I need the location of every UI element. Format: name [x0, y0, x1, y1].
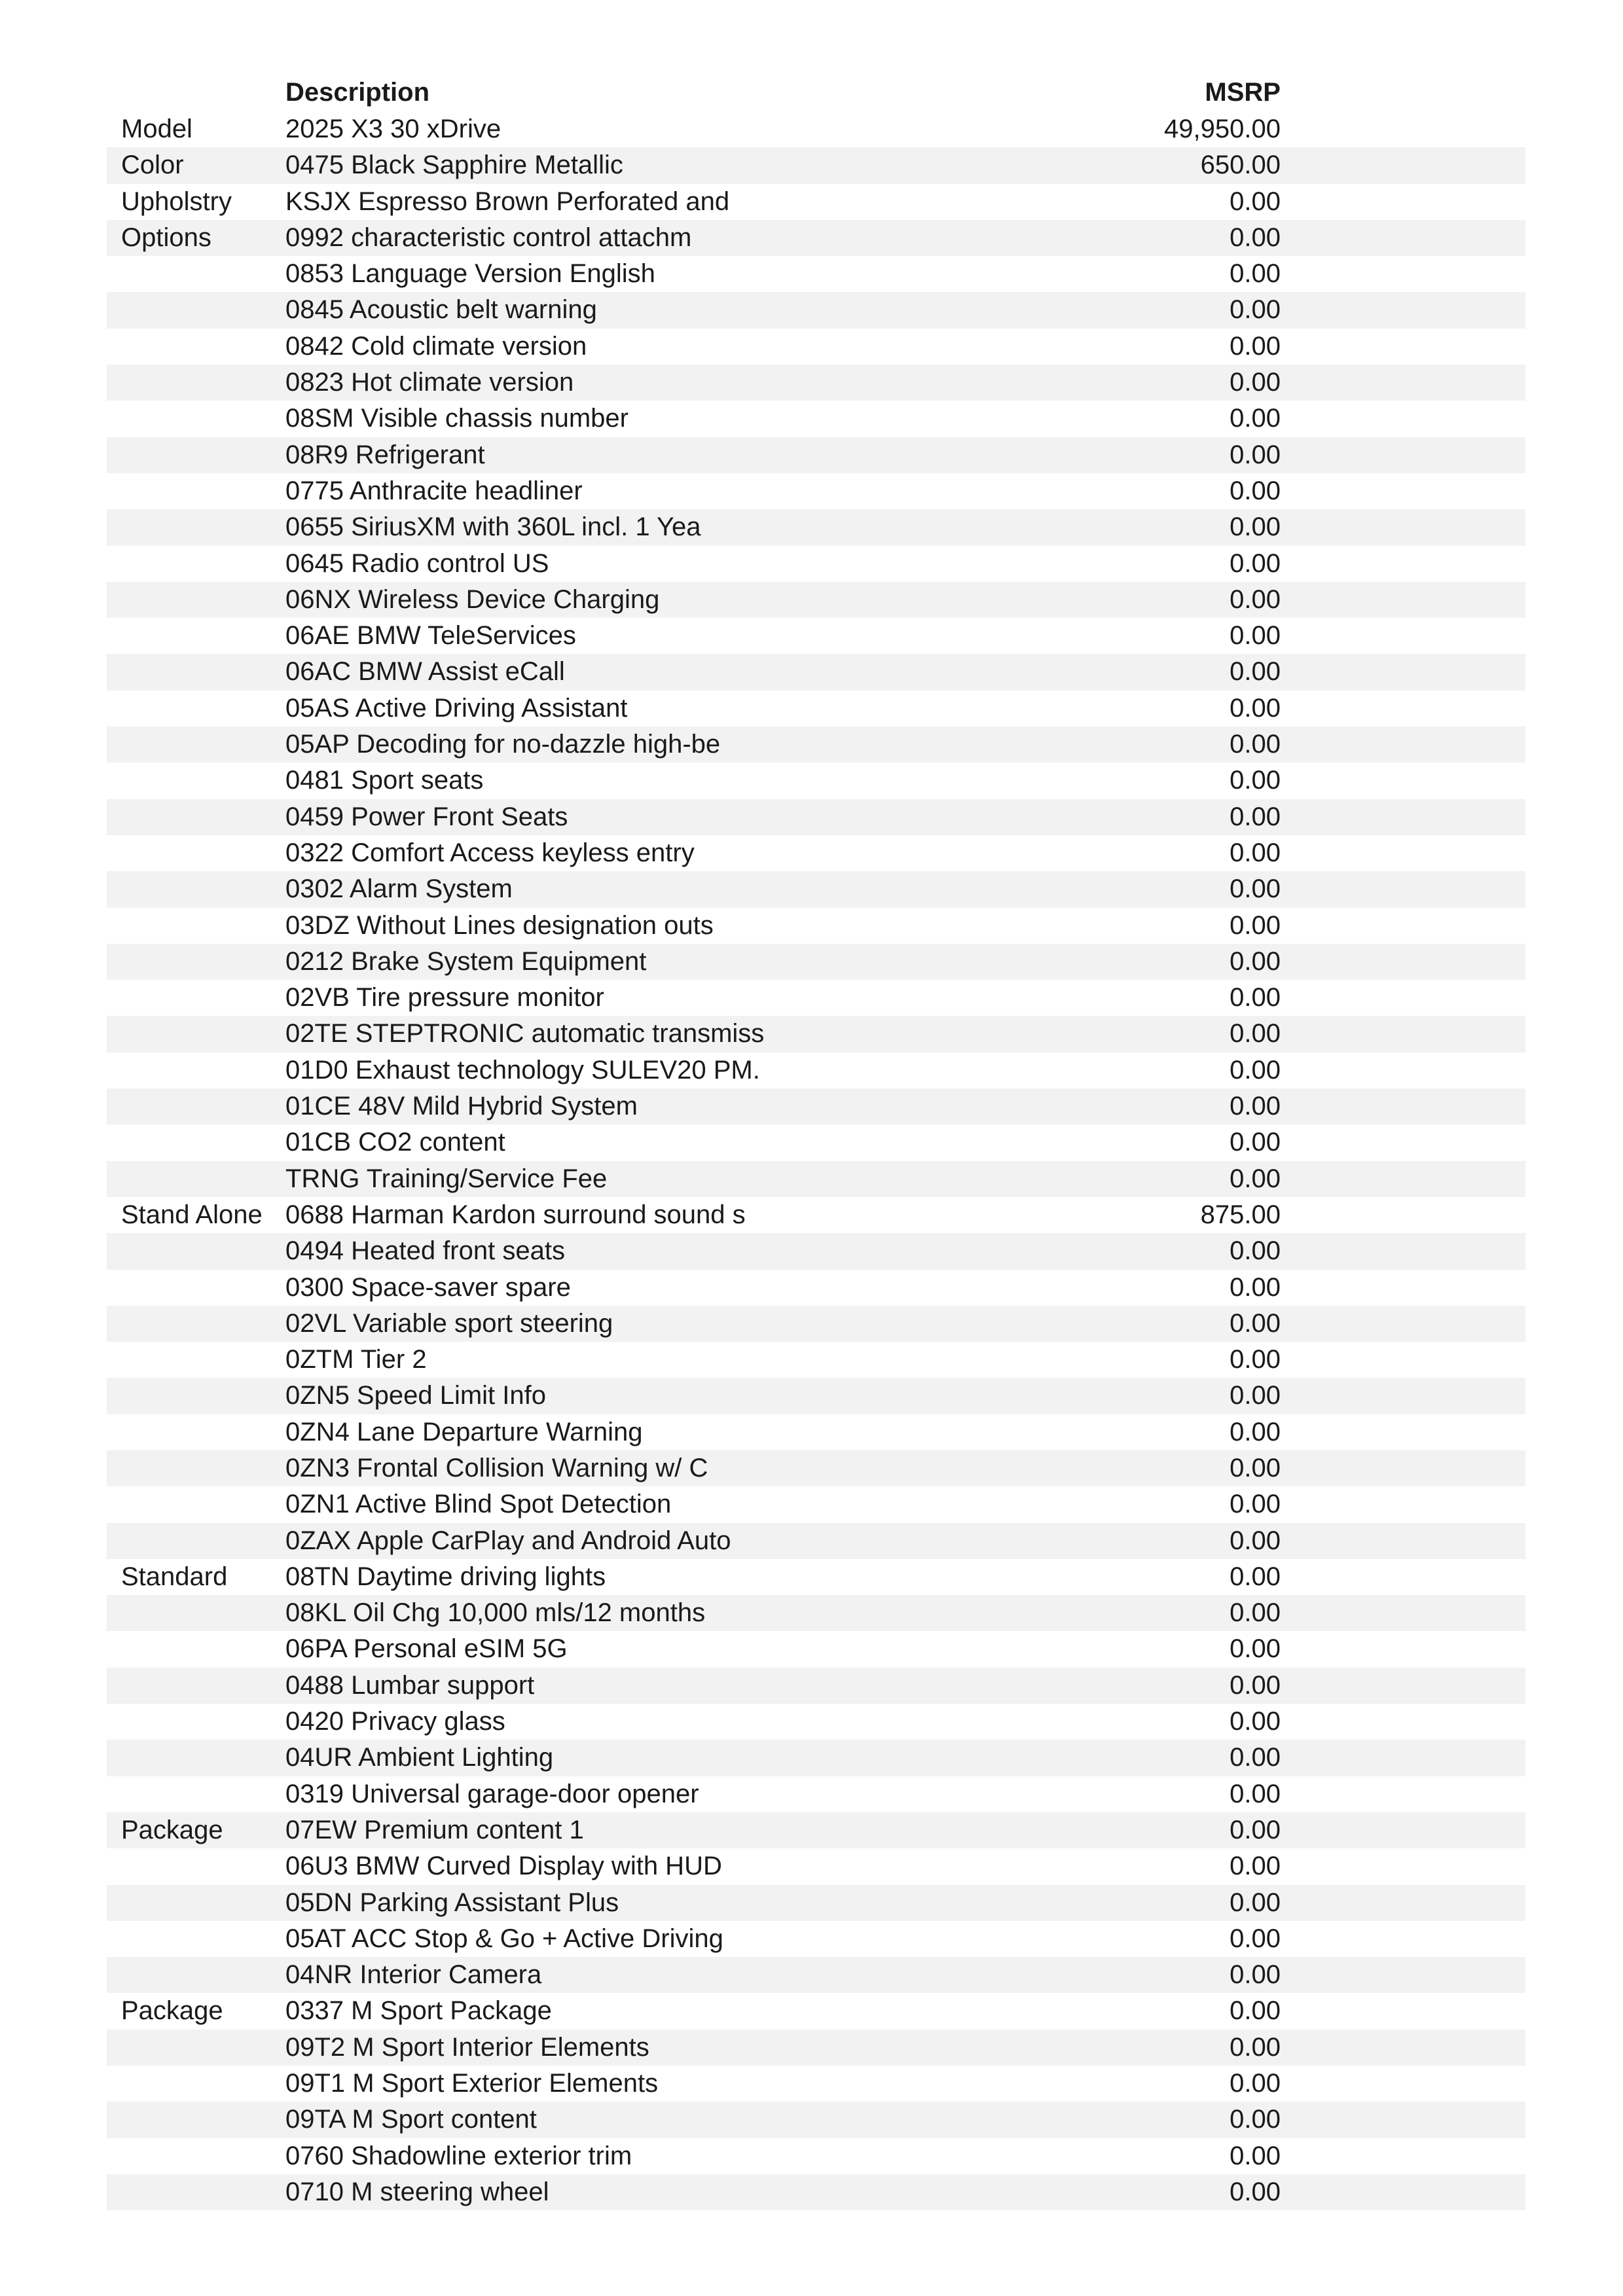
- row-category: Stand Alone: [121, 1200, 263, 1229]
- table-row: [107, 1957, 1525, 1993]
- row-description: 0420 Privacy glass: [285, 1707, 505, 1736]
- table-row: [107, 1486, 1525, 1522]
- row-msrp: 0.00: [1230, 1815, 1281, 1844]
- row-msrp: 0.00: [1230, 476, 1281, 505]
- table-row: [107, 1052, 1525, 1088]
- row-msrp: 0.00: [1230, 983, 1281, 1013]
- row-msrp: 0.00: [1230, 1345, 1281, 1374]
- table-row: [107, 1342, 1525, 1378]
- row-msrp: 0.00: [1230, 730, 1281, 759]
- row-description: 0300 Space-saver spare: [285, 1272, 571, 1302]
- row-msrp: 0.00: [1230, 1236, 1281, 1266]
- msrp-sheet: [107, 73, 1525, 2210]
- row-msrp: 0.00: [1230, 1055, 1281, 1085]
- table-row: [107, 799, 1525, 835]
- row-msrp: 0.00: [1230, 1453, 1281, 1482]
- table-row: [107, 1885, 1525, 1921]
- row-description: 01D0 Exhaust technology SULEV20 PM.: [285, 1055, 760, 1085]
- table-row: [107, 2174, 1525, 2210]
- table-row: [107, 184, 1525, 220]
- row-description: 08SM Visible chassis number: [285, 404, 629, 433]
- table-row: [107, 1812, 1525, 1848]
- row-description: 06AE BMW TeleServices: [285, 621, 576, 651]
- table-row: [107, 980, 1525, 1016]
- row-msrp: 0.00: [1230, 946, 1281, 976]
- row-description: 04NR Interior Camera: [285, 1960, 542, 1990]
- table-row: [107, 1197, 1525, 1233]
- row-msrp: 0.00: [1230, 1598, 1281, 1628]
- row-description: 09T2 M Sport Interior Elements: [285, 2032, 649, 2062]
- row-description: 02TE STEPTRONIC automatic transmiss: [285, 1019, 765, 1049]
- table-row: [107, 220, 1525, 256]
- row-msrp: 0.00: [1230, 910, 1281, 940]
- table-row: [107, 2138, 1525, 2174]
- row-msrp: 0.00: [1230, 1707, 1281, 1736]
- table-row: [107, 292, 1525, 328]
- table-row: [107, 944, 1525, 980]
- table-row: [107, 1631, 1525, 1667]
- row-msrp: 0.00: [1230, 874, 1281, 904]
- row-msrp: 0.00: [1230, 621, 1281, 651]
- msrp-column-header: MSRP: [1205, 78, 1281, 107]
- table-row: [107, 1016, 1525, 1052]
- row-description: TRNG Training/Service Fee: [285, 1164, 608, 1193]
- table-row: [107, 329, 1525, 365]
- table-row: [107, 762, 1525, 798]
- row-msrp: 0.00: [1230, 1634, 1281, 1664]
- row-description: 06AC BMW Assist eCall: [285, 657, 565, 687]
- table-row: [107, 1270, 1525, 1306]
- row-msrp: 0.00: [1230, 1996, 1281, 2026]
- row-msrp: 0.00: [1230, 1272, 1281, 1302]
- row-description: 09T1 M Sport Exterior Elements: [285, 2069, 659, 2098]
- row-description: 0760 Shadowline exterior trim: [285, 2141, 632, 2170]
- row-msrp: 0.00: [1230, 2069, 1281, 2098]
- table-row: [107, 473, 1525, 509]
- row-description: 05DN Parking Assistant Plus: [285, 1888, 619, 1917]
- row-msrp: 0.00: [1230, 1924, 1281, 1953]
- row-description: 0710 M steering wheel: [285, 2177, 549, 2206]
- description-column-header: Description: [285, 78, 430, 107]
- row-description: 04UR Ambient Lighting: [285, 1743, 554, 1772]
- row-description: 0992 characteristic control attachm: [285, 223, 692, 252]
- row-description: 0ZN1 Active Blind Spot Detection: [285, 1490, 672, 1519]
- row-msrp: 650.00: [1200, 151, 1281, 180]
- row-msrp: 0.00: [1230, 1888, 1281, 1917]
- row-msrp: 0.00: [1230, 1308, 1281, 1338]
- row-msrp: 49,950.00: [1164, 115, 1281, 143]
- row-msrp: 0.00: [1230, 657, 1281, 687]
- row-description: 0ZTM Tier 2: [285, 1345, 427, 1374]
- row-msrp: 0.00: [1230, 1526, 1281, 1555]
- row-description: 0212 Brake System Equipment: [285, 946, 647, 976]
- row-msrp: 0.00: [1230, 1743, 1281, 1772]
- row-msrp: 0.00: [1230, 1019, 1281, 1049]
- row-msrp: 0.00: [1230, 331, 1281, 361]
- row-description: 0319 Universal garage-door opener: [285, 1779, 699, 1808]
- row-description: 0ZN5 Speed Limit Info: [285, 1381, 546, 1410]
- row-msrp: 0.00: [1230, 1417, 1281, 1446]
- row-msrp: 0.00: [1230, 2105, 1281, 2134]
- row-msrp: 0.00: [1230, 2177, 1281, 2206]
- row-description: 0645 Radio control US: [285, 548, 549, 578]
- row-msrp: 0.00: [1230, 1960, 1281, 1990]
- row-description: 07EW Premium content 1: [285, 1815, 584, 1844]
- row-description: 02VB Tire pressure monitor: [285, 983, 604, 1013]
- row-msrp: 0.00: [1230, 1852, 1281, 1881]
- row-msrp: 0.00: [1230, 2141, 1281, 2170]
- row-msrp: 875.00: [1200, 1200, 1281, 1229]
- table-row: [107, 1088, 1525, 1124]
- row-msrp: 0.00: [1230, 1164, 1281, 1193]
- row-description: 2025 X3 30 xDrive: [285, 115, 501, 143]
- row-msrp: 0.00: [1230, 2032, 1281, 2062]
- row-description: 0655 SiriusXM with 360L incl. 1 Yea: [285, 512, 701, 542]
- row-description: 0ZAX Apple CarPlay and Android Auto: [285, 1526, 731, 1555]
- table-row: [107, 1993, 1525, 2029]
- row-msrp: 0.00: [1230, 404, 1281, 433]
- table-row: [107, 1668, 1525, 1704]
- row-msrp: 0.00: [1230, 440, 1281, 469]
- row-description: 08KL Oil Chg 10,000 mls/12 months: [285, 1598, 706, 1628]
- row-description: 0ZN3 Frontal Collision Warning w/ C: [285, 1453, 708, 1482]
- row-category: Options: [121, 223, 211, 252]
- row-category: Package: [121, 1815, 223, 1844]
- table-row: [107, 726, 1525, 762]
- row-category: Model: [121, 115, 192, 143]
- table-body: [107, 111, 1525, 2210]
- row-description: 06PA Personal eSIM 5G: [285, 1634, 568, 1664]
- table-row: [107, 437, 1525, 473]
- row-msrp: 0.00: [1230, 1562, 1281, 1591]
- row-msrp: 0.00: [1230, 584, 1281, 614]
- row-description: 0ZN4 Lane Departure Warning: [285, 1417, 643, 1446]
- row-msrp: 0.00: [1230, 1381, 1281, 1410]
- row-description: 0845 Acoustic belt warning: [285, 295, 597, 325]
- row-msrp: 0.00: [1230, 187, 1281, 216]
- table-row: [107, 1161, 1525, 1197]
- table-row: [107, 871, 1525, 907]
- table-row: [107, 618, 1525, 654]
- row-description: 0494 Heated front seats: [285, 1236, 565, 1266]
- row-msrp: 0.00: [1230, 1670, 1281, 1700]
- row-description: 0853 Language Version English: [285, 259, 655, 289]
- row-description: 02VL Variable sport steering: [285, 1308, 613, 1338]
- table-row: [107, 1776, 1525, 1812]
- table-row: [107, 582, 1525, 618]
- table-row: [107, 256, 1525, 292]
- table-row: [107, 1450, 1525, 1486]
- table-row: [107, 1921, 1525, 1957]
- table-row: [107, 1306, 1525, 1342]
- row-msrp: 0.00: [1230, 1779, 1281, 1808]
- row-description: 08R9 Refrigerant: [285, 440, 485, 469]
- row-description: 05AP Decoding for no-dazzle high-be: [285, 730, 721, 759]
- row-description: 08TN Daytime driving lights: [285, 1562, 606, 1591]
- table-row: [107, 1704, 1525, 1740]
- row-description: 0823 Hot climate version: [285, 368, 574, 397]
- row-description: 0481 Sport seats: [285, 766, 484, 795]
- row-description: 01CE 48V Mild Hybrid System: [285, 1092, 638, 1121]
- row-description: 05AT ACC Stop & Go + Active Driving: [285, 1924, 723, 1953]
- row-description: 06NX Wireless Device Charging: [285, 584, 660, 614]
- table-row: [107, 908, 1525, 944]
- table-row: [107, 691, 1525, 726]
- table-row: [107, 1378, 1525, 1414]
- row-description: 0337 M Sport Package: [285, 1996, 552, 2026]
- table-row: [107, 1233, 1525, 1269]
- row-msrp: 0.00: [1230, 802, 1281, 831]
- table-row: [107, 1414, 1525, 1450]
- table-header: [107, 73, 1525, 111]
- table-row: [107, 546, 1525, 582]
- row-description: 05AS Active Driving Assistant: [285, 693, 628, 723]
- row-description: 0322 Comfort Access keyless entry: [285, 838, 695, 867]
- table-row: [107, 1848, 1525, 1884]
- table-row: [107, 654, 1525, 690]
- row-description: 0459 Power Front Seats: [285, 802, 568, 831]
- table-row: [107, 111, 1525, 147]
- table-row: [107, 2102, 1525, 2138]
- table-row: [107, 365, 1525, 401]
- row-category: Standard: [121, 1562, 228, 1591]
- table-row: [107, 2030, 1525, 2066]
- table-row: [107, 401, 1525, 437]
- table-row: [107, 1595, 1525, 1631]
- row-msrp: 0.00: [1230, 548, 1281, 578]
- row-msrp: 0.00: [1230, 1128, 1281, 1157]
- table-row: [107, 835, 1525, 871]
- row-description: 09TA M Sport content: [285, 2105, 537, 2134]
- row-msrp: 0.00: [1230, 295, 1281, 325]
- row-description: 06U3 BMW Curved Display with HUD: [285, 1852, 722, 1881]
- table-row: [107, 1523, 1525, 1559]
- row-description: 0842 Cold climate version: [285, 331, 587, 361]
- row-category: Upholstry: [121, 187, 232, 216]
- row-msrp: 0.00: [1230, 259, 1281, 289]
- row-msrp: 0.00: [1230, 1092, 1281, 1121]
- table-row: [107, 1559, 1525, 1595]
- row-msrp: 0.00: [1230, 223, 1281, 252]
- table-row: [107, 1740, 1525, 1776]
- row-category: Color: [121, 151, 184, 180]
- row-description: 0475 Black Sapphire Metallic: [285, 151, 623, 180]
- row-msrp: 0.00: [1230, 1490, 1281, 1519]
- table-row: [107, 147, 1525, 183]
- row-category: Package: [121, 1996, 223, 2026]
- row-description: 01CB CO2 content: [285, 1128, 505, 1157]
- table-row: [107, 1124, 1525, 1160]
- row-description: 0302 Alarm System: [285, 874, 513, 904]
- row-description: 0688 Harman Kardon surround sound s: [285, 1200, 746, 1229]
- row-msrp: 0.00: [1230, 512, 1281, 542]
- row-msrp: 0.00: [1230, 766, 1281, 795]
- row-description: 0488 Lumbar support: [285, 1670, 535, 1700]
- row-description: 03DZ Without Lines designation outs: [285, 910, 714, 940]
- row-msrp: 0.00: [1230, 368, 1281, 397]
- row-description: 0775 Anthracite headliner: [285, 476, 583, 505]
- row-description: KSJX Espresso Brown Perforated and: [285, 187, 730, 216]
- row-msrp: 0.00: [1230, 838, 1281, 867]
- table-row: [107, 509, 1525, 545]
- table-row: [107, 2066, 1525, 2102]
- row-msrp: 0.00: [1230, 693, 1281, 723]
